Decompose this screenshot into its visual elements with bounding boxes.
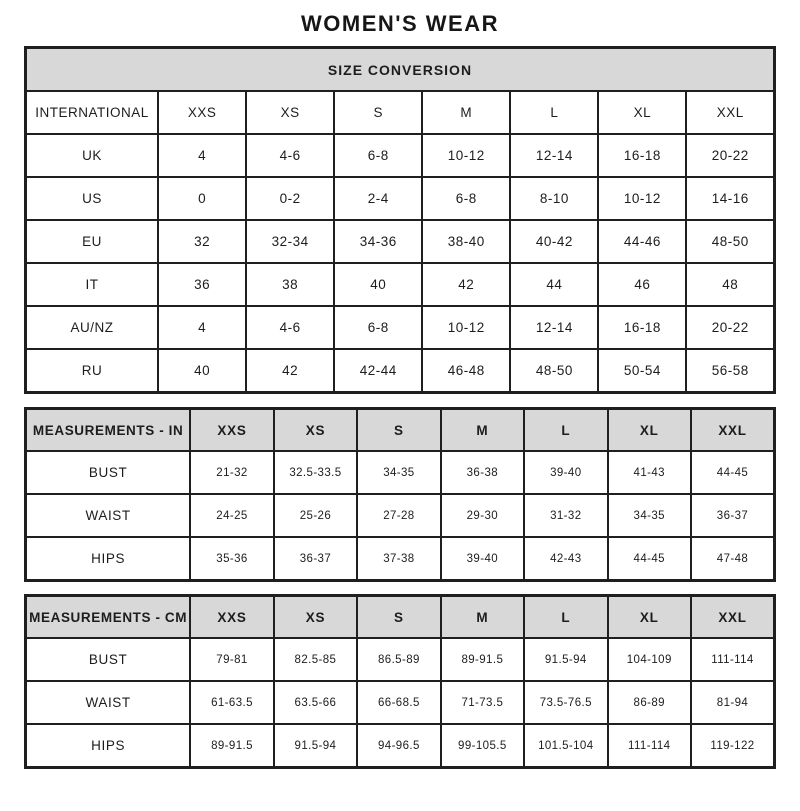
table-cell: 48-50: [510, 349, 598, 393]
table-title-cell: MEASUREMENTS - CM: [26, 596, 191, 639]
table-cell: 6-8: [334, 306, 422, 349]
table-title-cell: MEASUREMENTS - IN: [26, 409, 191, 452]
table-cell: 6-8: [422, 177, 510, 220]
table-cell: 20-22: [686, 306, 774, 349]
table-cell: 56-58: [686, 349, 774, 393]
column-header: L: [510, 91, 598, 134]
table-cell: 42: [246, 349, 334, 393]
table-row: [26, 494, 775, 537]
table-cell: 36-37: [274, 537, 357, 581]
table-cell: 47-48: [691, 537, 775, 581]
table-row: [26, 220, 775, 263]
table-cell: 31-32: [524, 494, 607, 537]
table-row: [26, 349, 775, 393]
table-cell: 40: [158, 349, 246, 393]
table-row: [26, 263, 775, 306]
measurements-in-table: [24, 407, 776, 582]
column-header: XXS: [158, 91, 246, 134]
table-row: [26, 451, 775, 494]
table-row: [26, 638, 775, 681]
table-cell: 42-43: [524, 537, 607, 581]
table-cell: 10-12: [598, 177, 686, 220]
table-cell: 14-16: [686, 177, 774, 220]
column-header: L: [524, 596, 607, 639]
table-header-row: [26, 409, 775, 452]
row-label: HIPS: [26, 724, 191, 768]
table-cell: 20-22: [686, 134, 774, 177]
page-title: WOMEN'S WEAR: [301, 11, 499, 36]
column-header: M: [441, 596, 524, 639]
table-cell: 0: [158, 177, 246, 220]
row-label: WAIST: [26, 681, 191, 724]
row-label: UK: [26, 134, 159, 177]
table-banner: SIZE CONVERSION: [26, 48, 775, 92]
table-cell: 104-109: [608, 638, 691, 681]
table-cell: 34-36: [334, 220, 422, 263]
table-cell: 36: [158, 263, 246, 306]
column-header: XL: [608, 596, 691, 639]
table-cell: 86.5-89: [357, 638, 440, 681]
table-cell: 36-38: [441, 451, 524, 494]
row-label: BUST: [26, 638, 191, 681]
table-cell: 46-48: [422, 349, 510, 393]
column-header: XL: [598, 91, 686, 134]
row-label: AU/NZ: [26, 306, 159, 349]
table-cell: 63.5-66: [274, 681, 357, 724]
table-cell: 42-44: [334, 349, 422, 393]
table-cell: 82.5-85: [274, 638, 357, 681]
table-cell: 10-12: [422, 134, 510, 177]
column-header: S: [357, 409, 440, 452]
table-cell: 35-36: [190, 537, 273, 581]
table-cell: 40: [334, 263, 422, 306]
table-cell: 44-46: [598, 220, 686, 263]
table-cell: 6-8: [334, 134, 422, 177]
table-cell: 46: [598, 263, 686, 306]
table-cell: 8-10: [510, 177, 598, 220]
table-cell: 89-91.5: [190, 724, 273, 768]
column-header: XXS: [190, 409, 273, 452]
table-cell: 111-114: [691, 638, 775, 681]
row-label: EU: [26, 220, 159, 263]
column-header: XS: [274, 409, 357, 452]
table-cell: 101.5-104: [524, 724, 607, 768]
table-cell: 89-91.5: [441, 638, 524, 681]
table-cell: 66-68.5: [357, 681, 440, 724]
table-cell: 73.5-76.5: [524, 681, 607, 724]
table-cell: 50-54: [598, 349, 686, 393]
table-cell: 86-89: [608, 681, 691, 724]
row-label: US: [26, 177, 159, 220]
table-banner-row: [26, 48, 775, 92]
table-cell: 71-73.5: [441, 681, 524, 724]
table-cell: 119-122: [691, 724, 775, 768]
column-header: XXL: [691, 596, 775, 639]
table-row: [26, 537, 775, 581]
row-label: BUST: [26, 451, 191, 494]
table-cell: 42: [422, 263, 510, 306]
table-cell: 40-42: [510, 220, 598, 263]
table-cell: 111-114: [608, 724, 691, 768]
column-header: XXL: [691, 409, 775, 452]
table-cell: 41-43: [608, 451, 691, 494]
table-cell: 32: [158, 220, 246, 263]
table-cell: 29-30: [441, 494, 524, 537]
table-cell: 16-18: [598, 134, 686, 177]
table-cell: 94-96.5: [357, 724, 440, 768]
column-header: M: [422, 91, 510, 134]
table-cell: 34-35: [608, 494, 691, 537]
table-cell: 0-2: [246, 177, 334, 220]
table-row: [26, 724, 775, 768]
table-cell: 39-40: [524, 451, 607, 494]
table-cell: 81-94: [691, 681, 775, 724]
size-conversion-table: [24, 46, 776, 394]
table-cell: 12-14: [510, 134, 598, 177]
table-cell: 37-38: [357, 537, 440, 581]
table-cell: 32-34: [246, 220, 334, 263]
table-cell: 38: [246, 263, 334, 306]
column-header: XXL: [686, 91, 774, 134]
column-header: M: [441, 409, 524, 452]
table-cell: 4-6: [246, 306, 334, 349]
row-label: WAIST: [26, 494, 191, 537]
table-cell: 91.5-94: [274, 724, 357, 768]
column-header: XXS: [190, 596, 273, 639]
table-row: [26, 306, 775, 349]
table-cell: 44-45: [691, 451, 775, 494]
table-cell: 34-35: [357, 451, 440, 494]
table-cell: 12-14: [510, 306, 598, 349]
column-header: S: [357, 596, 440, 639]
column-header: XL: [608, 409, 691, 452]
row-label: IT: [26, 263, 159, 306]
table-cell: 16-18: [598, 306, 686, 349]
table-cell: 32.5-33.5: [274, 451, 357, 494]
table-cell: 99-105.5: [441, 724, 524, 768]
table-cell: 91.5-94: [524, 638, 607, 681]
column-header: XS: [246, 91, 334, 134]
table-cell: 27-28: [357, 494, 440, 537]
table-row: [26, 177, 775, 220]
table-cell: 44-45: [608, 537, 691, 581]
row-label: HIPS: [26, 537, 191, 581]
table-header-row: [26, 91, 775, 134]
size-chart-page: [0, 11, 800, 769]
table-cell: 24-25: [190, 494, 273, 537]
row-label: RU: [26, 349, 159, 393]
table-cell: 4-6: [246, 134, 334, 177]
table-cell: 36-37: [691, 494, 775, 537]
table-cell: 39-40: [441, 537, 524, 581]
table-cell: 2-4: [334, 177, 422, 220]
table-cell: 4: [158, 306, 246, 349]
table-row: [26, 681, 775, 724]
measurements-cm-table: [24, 594, 776, 769]
table-cell: 79-81: [190, 638, 273, 681]
table-cell: 25-26: [274, 494, 357, 537]
table-cell: 61-63.5: [190, 681, 273, 724]
table-cell: 4: [158, 134, 246, 177]
table-row: [26, 134, 775, 177]
column-header: S: [334, 91, 422, 134]
table-cell: 38-40: [422, 220, 510, 263]
table-cell: 48-50: [686, 220, 774, 263]
table-header-row: [26, 596, 775, 639]
column-header: L: [524, 409, 607, 452]
table-cell: 21-32: [190, 451, 273, 494]
table-cell: 10-12: [422, 306, 510, 349]
table-title-cell: INTERNATIONAL: [26, 91, 159, 134]
table-cell: 48: [686, 263, 774, 306]
table-cell: 44: [510, 263, 598, 306]
column-header: XS: [274, 596, 357, 639]
